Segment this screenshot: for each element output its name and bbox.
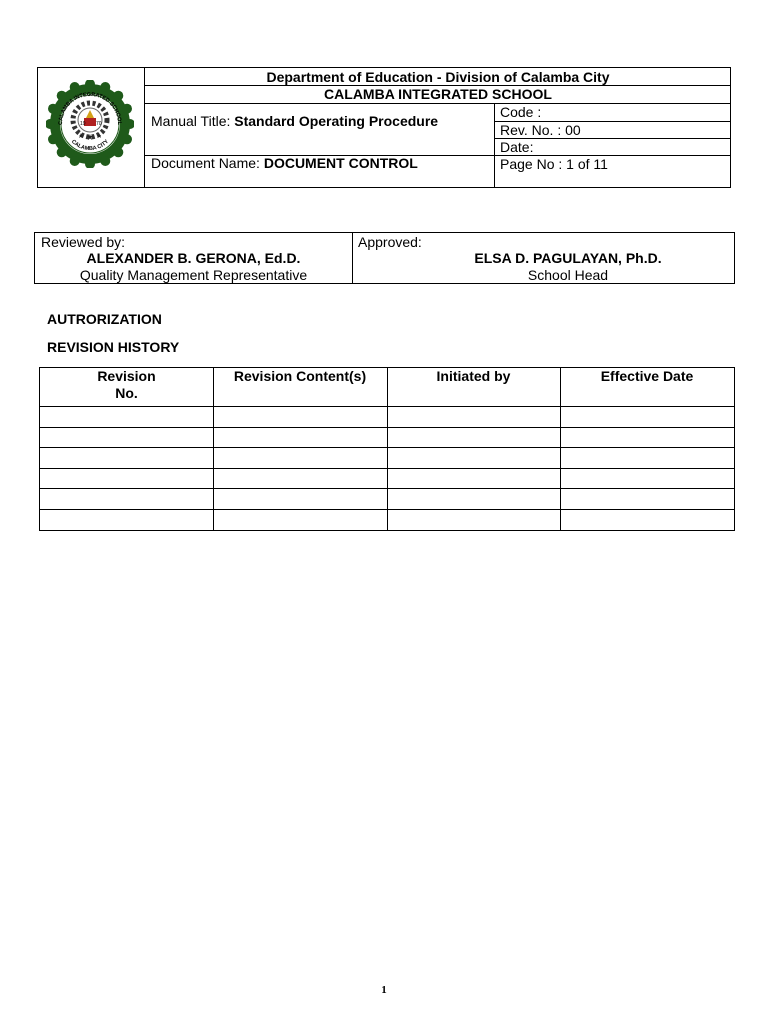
document-name	[151, 155, 418, 171]
column-header-revision-contents: Revision Content(s)	[233, 368, 367, 384]
logo-cell	[38, 68, 145, 187]
department-title: Department of Education - Division of Calamba City	[266, 69, 610, 85]
revision-history-heading: REVISION HISTORY	[47, 339, 180, 355]
school-seal-logo	[46, 80, 134, 168]
approver-name: ELSA D. PAGULAYAN, Ph.D.	[474, 250, 662, 266]
document-name-value: DOCUMENT CONTROL	[263, 155, 418, 171]
column-header-line: Revision	[97, 368, 156, 384]
column-header-initiated-by: Initiated by	[436, 368, 511, 384]
logo-year-left: 19	[80, 121, 86, 127]
reviewer-name: ALEXANDER B. GERONA, Ed.D.	[86, 250, 301, 266]
approved-label: Approved:	[358, 234, 422, 250]
manual-title-value: Standard Operating Procedure	[234, 113, 439, 129]
authorization-heading: AUTRORIZATION	[47, 311, 162, 327]
table-row	[40, 447, 734, 448]
page-number: 1	[381, 984, 387, 996]
code-field: Code :	[500, 104, 542, 120]
column-divider	[387, 368, 388, 530]
manual-title	[151, 113, 438, 129]
logo-bottom-text: CALAMBA CITY	[69, 138, 111, 153]
column-header-revision-no	[40, 368, 213, 402]
column-header-line: No.	[115, 385, 138, 401]
logo-top-text: CALAMBA INTEGRATED SCHOOL	[57, 91, 123, 126]
table-row	[40, 468, 734, 469]
table-row	[40, 427, 734, 428]
approver-role: School Head	[527, 267, 609, 283]
document-name-label: Document Name:	[151, 155, 260, 171]
header-divider	[494, 103, 495, 187]
reviewer-role: Quality Management Representative	[79, 267, 308, 283]
school-name: CALAMBA INTEGRATED SCHOOL	[324, 86, 552, 102]
document-header-table	[37, 67, 731, 188]
logo-year-right: 70	[96, 121, 102, 127]
table-row	[40, 488, 734, 489]
column-divider	[213, 368, 214, 530]
date-field: Date:	[500, 139, 534, 155]
manual-title-label: Manual Title:	[151, 113, 231, 129]
reviewed-by-label: Reviewed by:	[41, 234, 126, 250]
table-row	[40, 406, 734, 407]
column-header-effective-date: Effective Date	[600, 368, 694, 384]
revision-history-table	[39, 367, 735, 531]
page-no-field: Page No : 1 of 11	[500, 156, 608, 172]
rev-no-field: Rev. No. : 00	[500, 122, 581, 138]
approval-table	[34, 232, 735, 284]
table-row	[40, 509, 734, 510]
header-divider	[145, 103, 731, 104]
column-divider	[560, 368, 561, 530]
